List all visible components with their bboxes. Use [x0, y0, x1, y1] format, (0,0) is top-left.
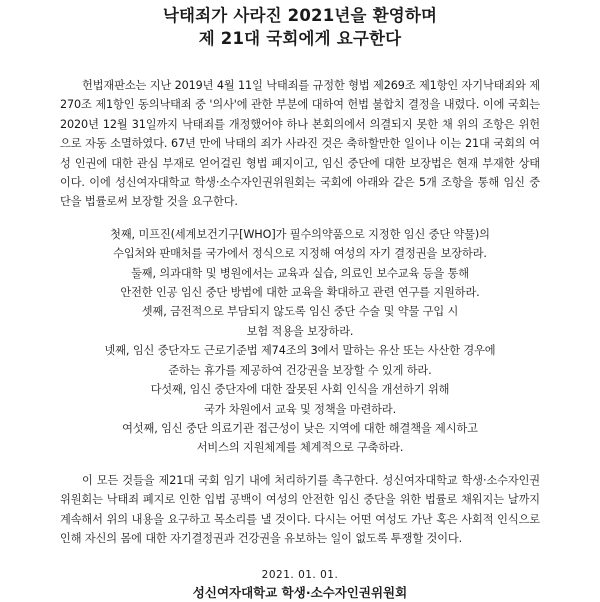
- demand-line: 첫째, 미프진(세계보건기구[WHO]가 필수의약품으로 지정한 임신 중단 약물)의: [110, 227, 490, 241]
- signature: 성신여자대학교 학생·소수자인권위원회: [192, 585, 408, 601]
- title-line-2: 제 21대 국회에게 요구한다: [198, 29, 402, 48]
- footer: [60, 566, 540, 602]
- statement-date: 2021. 01. 01.: [261, 569, 339, 582]
- demand-line: 수입처와 판매처를 국가에서 정식으로 지정해 여성의 자기 결정권을 보장하라.: [113, 247, 487, 261]
- title-line-1: 낙태죄가 사라진 2021년을 환영하며: [162, 6, 438, 25]
- demand-line: 둘째, 의과대학 및 병원에서는 교육과 실습, 의료인 보수교육 등을 통해: [131, 266, 469, 280]
- demand-line: 서비스의 지원체계를 체계적으로 구축하라.: [196, 441, 404, 455]
- demand-line: 준하는 휴가를 제공하여 건강권을 보장할 수 있게 하라.: [168, 363, 432, 377]
- intro-paragraph: 헌법재판소는 지난 2019년 4월 11일 낙태죄를 규정한 형법 제269조 제1항인 자기낙태죄와 제270조 제1항인 동의낙태죄 중 '의사'에 관한 부분에 대하여 헌법 불합치 결정을 내렸다. 이에 국회는 2020년 12월 31일까지 낙태죄를 개정했어야 하나 본회의에서 의결되지 못한 채 위의 조항은 위헌으로 자동 소멸하였다. 67년 만에 낙태의 죄가 사라진 것은 축하할만한 일이나 이는 21대 국회의 여성 인권에 대한 관심 부재로 얻어걸린 형법 폐지이고, 임신 중단에 대한 보장법은 현재 부재한 상태이다. 이에 성신여자대학교 학생·소수자인권위원회는 국회에 아래와 같은 5개 조항을 통해 임신 중단을 법률로써 보장할 것을 요구한다.: [60, 79, 540, 209]
- title-block: [60, 0, 540, 50]
- demands-list: [60, 225, 540, 458]
- demand-line: 국가 차원에서 교육 및 정책을 마련하라.: [203, 402, 397, 416]
- demand-line: 여섯째, 임신 중단 의료기관 접근성이 낮은 지역에 대한 해결책을 제시하고: [122, 421, 478, 435]
- demand-line: 보험 적용을 보장하라.: [246, 324, 354, 338]
- demand-line: 안전한 인공 임신 중단 방법에 대한 교육을 확대하고 관련 연구를 지원하라.: [120, 286, 480, 300]
- demand-line: 다섯째, 임신 중단자에 대한 잘못된 사회 인식을 개선하기 위해: [150, 383, 450, 397]
- demand-line: 넷째, 임신 중단자도 근로기준법 제74조의 3에서 말하는 유산 또는 사산한 경우에: [104, 344, 496, 358]
- demand-line: 셋째, 금전적으로 부담되지 않도록 임신 중단 수술 및 약물 구입 시: [141, 305, 459, 319]
- conclusion-paragraph: 이 모든 것들을 제21대 국회 임기 내에 처리하기를 촉구한다. 성신여자대학교 학생·소수자인권위원회는 낙태죄 폐지로 인한 입법 공백이 여성의 안전한 임신 중단을 위한 법률로 채워지는 날까지 계속해서 위의 내용을 요구하고 목소리를 낼 것이다. 다시는 어떤 여성도 가난 혹은 사회적 인식으로 인해 자신의 몸에 대한 자기결정권과 건강권을 유보하는 일이 없도록 투쟁할 것이다.: [60, 473, 540, 545]
